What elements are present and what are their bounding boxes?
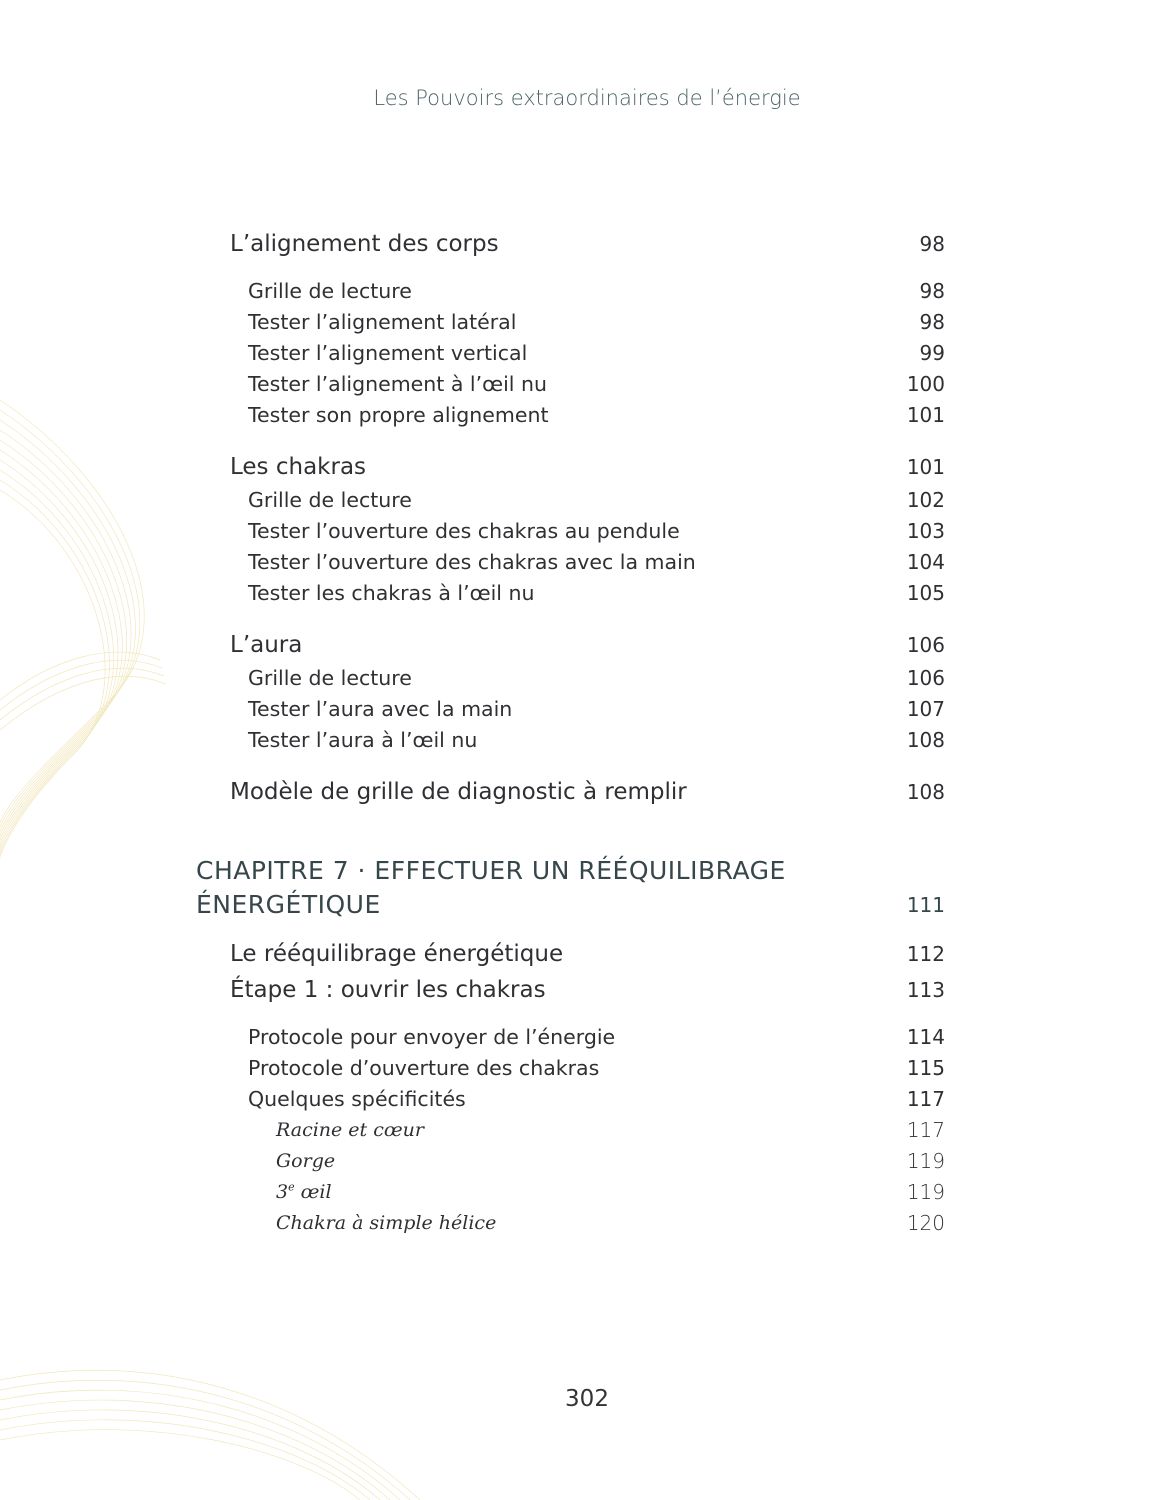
toc-entry-title: Tester l’alignement latéral bbox=[248, 310, 517, 334]
toc-entry-page: 106 bbox=[906, 633, 945, 657]
toc-entry-page: 112 bbox=[906, 942, 945, 966]
toc-subentry[interactable] bbox=[0, 485, 1174, 516]
toc-entry-page: 106 bbox=[906, 666, 945, 690]
toc-subentry[interactable] bbox=[0, 578, 1174, 609]
toc-subentry[interactable] bbox=[0, 307, 1174, 338]
toc-subentry[interactable] bbox=[0, 1022, 1174, 1053]
toc-entry-title: Le rééquilibrage énergétique bbox=[230, 941, 564, 967]
toc-subsubentry[interactable] bbox=[0, 1115, 1174, 1146]
toc-entry-page: 99 bbox=[919, 341, 945, 365]
toc-entry-page: 108 bbox=[906, 780, 945, 804]
toc-subsubentry[interactable] bbox=[0, 1177, 1174, 1208]
toc-entry-page: 117 bbox=[906, 1087, 945, 1111]
toc-entry-page: 119 bbox=[906, 1180, 945, 1204]
toc-entry-title: Les chakras bbox=[230, 454, 367, 480]
toc-entry-page: 100 bbox=[906, 372, 945, 396]
page-number: 302 bbox=[565, 1386, 609, 1412]
toc-entry-page: 98 bbox=[919, 232, 945, 256]
toc-entry-page: 114 bbox=[906, 1025, 945, 1049]
toc-entry-page: 101 bbox=[906, 403, 945, 427]
toc-entry-page: 120 bbox=[906, 1211, 945, 1235]
toc-chapter-title: CHAPITRE 7 · EFFECTUER UN RÉÉQUILIBRAGE ÉNERGÉTIQUE bbox=[196, 856, 786, 919]
toc-entry-title: Tester l’ouverture des chakras avec la main bbox=[248, 550, 696, 574]
toc-entry-page: 98 bbox=[919, 310, 945, 334]
toc-subentry[interactable] bbox=[0, 547, 1174, 578]
toc-entry-title: Gorge bbox=[276, 1150, 336, 1172]
toc-entry-page: 104 bbox=[906, 550, 945, 574]
toc-entry-title: Étape 1 : ouvrir les chakras bbox=[230, 977, 546, 1003]
toc-entry-title: Tester l’alignement à l’œil nu bbox=[248, 372, 547, 396]
toc-subentry[interactable] bbox=[0, 369, 1174, 400]
toc-entry-title: Quelques spécificités bbox=[248, 1087, 466, 1111]
toc-entry-title: Tester son propre alignement bbox=[248, 403, 549, 427]
toc-entry-page: 101 bbox=[906, 455, 945, 479]
toc-entry-title: L’aura bbox=[230, 632, 303, 658]
ordinal-suffix: e bbox=[288, 1180, 295, 1194]
toc-entry-title: Tester l’aura avec la main bbox=[248, 697, 513, 721]
toc-subentry[interactable] bbox=[0, 276, 1174, 307]
toc-subentry[interactable] bbox=[0, 1084, 1174, 1115]
toc-section-modele[interactable] bbox=[0, 774, 1174, 810]
toc-entry-title: L’alignement des corps bbox=[230, 231, 499, 257]
running-header: Les Pouvoirs extraordinaires de l’énergie bbox=[373, 86, 801, 110]
toc-entry-title: Grille de lecture bbox=[248, 279, 412, 303]
toc-entry-title: Tester l’ouverture des chakras au pendule bbox=[248, 519, 680, 543]
table-of-contents bbox=[0, 226, 1174, 1239]
toc-entry-page: 105 bbox=[906, 581, 945, 605]
toc-entry-page: 108 bbox=[906, 728, 945, 752]
toc-entry-title: Tester l’aura à l’œil nu bbox=[248, 728, 478, 752]
toc-entry-page: 113 bbox=[906, 978, 945, 1002]
toc-section-etape1[interactable] bbox=[0, 972, 1174, 1008]
toc-section-aura[interactable] bbox=[0, 627, 1174, 663]
toc-subentry[interactable] bbox=[0, 725, 1174, 756]
toc-subentry[interactable] bbox=[0, 338, 1174, 369]
toc-entry-title: Protocole d’ouverture des chakras bbox=[248, 1056, 600, 1080]
toc-entry-title: Grille de lecture bbox=[248, 666, 412, 690]
toc-entry-page: 115 bbox=[906, 1056, 945, 1080]
toc-entry-title: Racine et cœur bbox=[276, 1119, 424, 1141]
toc-section-chakras[interactable] bbox=[0, 449, 1174, 485]
toc-subentry[interactable] bbox=[0, 400, 1174, 431]
toc-subsubentry[interactable] bbox=[0, 1208, 1174, 1239]
toc-section-reequilibrage[interactable] bbox=[0, 936, 1174, 972]
toc-entry-page: 107 bbox=[906, 697, 945, 721]
toc-subentry[interactable] bbox=[0, 516, 1174, 547]
toc-subentry[interactable] bbox=[0, 1053, 1174, 1084]
toc-subentry[interactable] bbox=[0, 663, 1174, 694]
toc-entry-title bbox=[276, 1177, 332, 1208]
toc-entry-page: 98 bbox=[919, 279, 945, 303]
toc-entry-page: 117 bbox=[906, 1118, 945, 1142]
toc-chapter-7[interactable] bbox=[0, 854, 1174, 922]
toc-entry-title: Tester l’alignement vertical bbox=[248, 341, 528, 365]
toc-subsubentry[interactable] bbox=[0, 1146, 1174, 1177]
toc-entry-title: Modèle de grille de diagnostic à remplir bbox=[230, 779, 687, 805]
toc-entry-title: Chakra à simple hélice bbox=[276, 1212, 497, 1234]
ordinal-rest: œil bbox=[294, 1181, 332, 1203]
toc-entry-page: 119 bbox=[906, 1149, 945, 1173]
toc-section-alignement[interactable] bbox=[0, 226, 1174, 262]
ordinal-number: 3 bbox=[276, 1181, 289, 1203]
toc-entry-page: 102 bbox=[906, 488, 945, 512]
toc-entry-title: Protocole pour envoyer de l’énergie bbox=[248, 1025, 616, 1049]
toc-subentry[interactable] bbox=[0, 694, 1174, 725]
toc-entry-title: Grille de lecture bbox=[248, 488, 412, 512]
toc-entry-page: 111 bbox=[906, 893, 945, 917]
toc-entry-title: Tester les chakras à l’œil nu bbox=[248, 581, 535, 605]
toc-entry-page: 103 bbox=[906, 519, 945, 543]
